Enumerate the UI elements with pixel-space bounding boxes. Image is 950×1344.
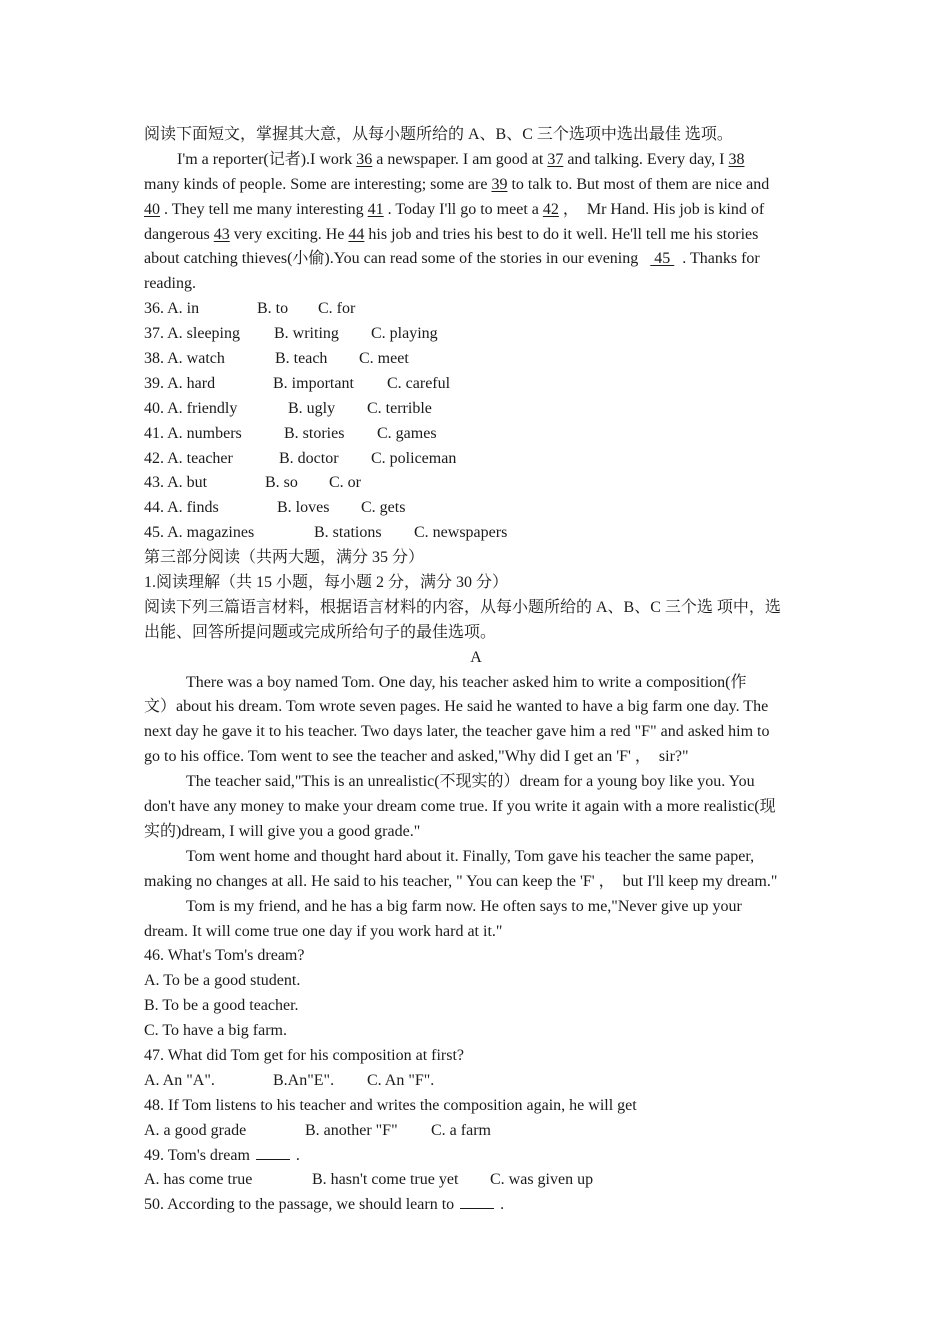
part3-sub-heading: 1.阅读理解（共 15 小题，每小题 2 分，满分 30 分） (144, 574, 509, 592)
question-stem: 49. Tom's dream . (144, 1146, 300, 1164)
blank-36: 36 (356, 150, 373, 168)
passage-line: 实的)dream, I will give you a good grade." (144, 822, 421, 840)
option-b: B. another "F" (305, 1121, 398, 1139)
question-45 (144, 521, 808, 546)
question-stem: 47. What did Tom get for his composition at first? (144, 1046, 465, 1064)
option-b: B. doctor (279, 449, 339, 467)
options-row (144, 1069, 808, 1094)
option-a: A. An "A". (144, 1071, 215, 1089)
option-b: B. loves (277, 499, 330, 517)
blank-44: 44 (348, 225, 365, 243)
blank-43: 43 (213, 225, 230, 243)
question-stem: 48. If Tom listens to his teacher and writes the composition again, he will get (144, 1096, 637, 1114)
option-b: B. to (257, 300, 289, 318)
blank-42: 42 (542, 200, 559, 218)
question-stem: 46. What's Tom's dream? (144, 947, 305, 965)
cloze-instruction: 阅读下面短文，掌握其大意，从每小题所给的 A、B、C 三个选项中选出最佳 选项。 (144, 126, 733, 143)
option-c: C. games (377, 424, 437, 442)
cloze-passage (144, 148, 808, 297)
option-b: B. writing (274, 325, 339, 343)
passage-line: dream. It will come true one day if you work hard at it." (144, 922, 503, 940)
option-a: 39. A. hard (144, 374, 216, 392)
cloze-line-2: many kinds of people. Some are interesting; some are 39 to talk to. But most of them are nice and (144, 175, 770, 193)
option-a: A. a good grade (144, 1121, 247, 1139)
passage-line: next day he gave it to his teacher. Two days later, the teacher gave him a red "F" and asked him to (144, 723, 770, 741)
exam-page (144, 123, 808, 1218)
option-a: 43. A. but (144, 474, 208, 492)
question-47 (144, 1044, 808, 1094)
option-b: B. ugly (288, 399, 336, 417)
option-c: C. newspapers (414, 524, 508, 542)
option-a: 37. A. sleeping (144, 325, 240, 343)
question-stem: 50. According to the passage, we should learn to . (144, 1196, 505, 1214)
question-46 (144, 944, 808, 1044)
blank-40: 40 (144, 200, 160, 218)
passage-line: The teacher said,"This is an unrealistic(不现实的）dream for a young boy like you. You (186, 773, 755, 791)
option-c: C. An "F". (367, 1071, 435, 1089)
option-c: C. careful (387, 374, 451, 392)
part3-instruction-line-1: 阅读下列三篇语言材料，根据语言材料的内容，从每小题所给的 A、B、C 三个选 项中，选 (144, 598, 781, 616)
cloze-line-4: dangerous 43 very exciting. He 44 his job and tries his best to do it well. He'll tell me his stories (144, 225, 759, 243)
question-43 (144, 471, 808, 496)
option-c: C. To have a big farm. (144, 1022, 287, 1040)
option-c: C. policeman (371, 449, 457, 467)
blank-38: 38 (728, 150, 745, 168)
option-b: B. stations (314, 524, 382, 542)
option-a: 38. A. watch (144, 350, 225, 368)
question-44 (144, 496, 808, 521)
question-36 (144, 297, 808, 322)
option-a: 41. A. numbers (144, 424, 242, 442)
passage-line: Tom went home and thought hard about it. Finally, Tom gave his teacher the same paper, (186, 847, 755, 865)
option-c: C. for (318, 300, 356, 318)
blank-37: 37 (547, 150, 564, 168)
section-label-a: A (470, 648, 482, 666)
question-37 (144, 322, 808, 347)
option-b: B. hasn't come true yet (312, 1171, 459, 1189)
passage-line: There was a boy named Tom. One day, his teacher asked him to write a composition(作 (186, 673, 747, 691)
question-48 (144, 1094, 808, 1144)
option-a: 44. A. finds (144, 499, 219, 517)
cloze-options (144, 297, 808, 546)
options-row (144, 1119, 808, 1144)
question-49 (144, 1144, 808, 1194)
question-38 (144, 347, 808, 372)
option-a: 40. A. friendly (144, 399, 238, 417)
passage-line: go to his office. Tom went to see the teacher and asked,"Why did I get an 'F' ， sir?" (144, 748, 689, 766)
cloze-line-6: reading. (144, 275, 196, 293)
option-b: B.An"E". (273, 1071, 335, 1089)
option-a: A. To be a good student. (144, 972, 301, 990)
option-b: B. To be a good teacher. (144, 997, 299, 1015)
option-c: C. playing (371, 325, 438, 343)
blank-39: 39 (491, 175, 508, 193)
question-41 (144, 422, 808, 447)
question-50 (144, 1193, 808, 1218)
passage-line: 文）about his dream. Tom wrote seven pages. He said he wanted to have a big farm one day. The (144, 698, 769, 716)
answer-blank (256, 1145, 290, 1160)
question-39 (144, 372, 808, 397)
option-b: B. teach (275, 350, 328, 368)
cloze-line-3: 40 . They tell me many interesting 41 . Today I'll go to meet a 42 ， Mr Hand. His job is kind of (144, 200, 765, 218)
cloze-line-1: I'm a reporter(记者).I work 36 a newspaper. I am good at 37 and talking. Every day, I 38 (177, 150, 745, 168)
option-b: B. important (273, 374, 354, 392)
part3-instruction-line-2: 出能、回答所提问题或完成所给句子的最佳选项。 (144, 623, 497, 641)
answer-blank (460, 1194, 494, 1209)
passage-line: making no changes at all. He said to his teacher, " You can keep the 'F' ， but I'll keep my dream." (144, 872, 778, 890)
option-c: C. a farm (431, 1121, 491, 1139)
options-row (144, 1168, 808, 1193)
option-c: C. was given up (490, 1171, 594, 1189)
passage-line: don't have any money to make your dream come true. If you write it again with a more realistic(现 (144, 798, 776, 816)
option-b: B. stories (284, 424, 345, 442)
option-b: B. so (265, 474, 298, 492)
blank-41: 41 (367, 200, 384, 218)
question-40 (144, 397, 808, 422)
option-a: 42. A. teacher (144, 449, 233, 467)
part3-heading: 第三部分阅读（共两大题，满分 35 分） (144, 549, 425, 567)
cloze-line-5: about catching thieves(小偷).You can read some of the stories in our evening 45 . Thanks for (144, 250, 760, 268)
option-c: C. terrible (367, 399, 432, 417)
reading-passage-a (144, 671, 808, 945)
question-42 (144, 447, 808, 472)
option-c: C. gets (361, 499, 406, 517)
passage-line: Tom is my friend, and he has a big farm now. He often says to me,"Never give up your (186, 897, 742, 915)
option-a: 45. A. magazines (144, 524, 255, 542)
option-a: A. has come true (144, 1171, 253, 1189)
option-a: 36. A. in (144, 300, 200, 318)
blank-45: 45 (650, 250, 675, 268)
option-c: C. or (329, 474, 361, 492)
option-c: C. meet (359, 350, 409, 368)
